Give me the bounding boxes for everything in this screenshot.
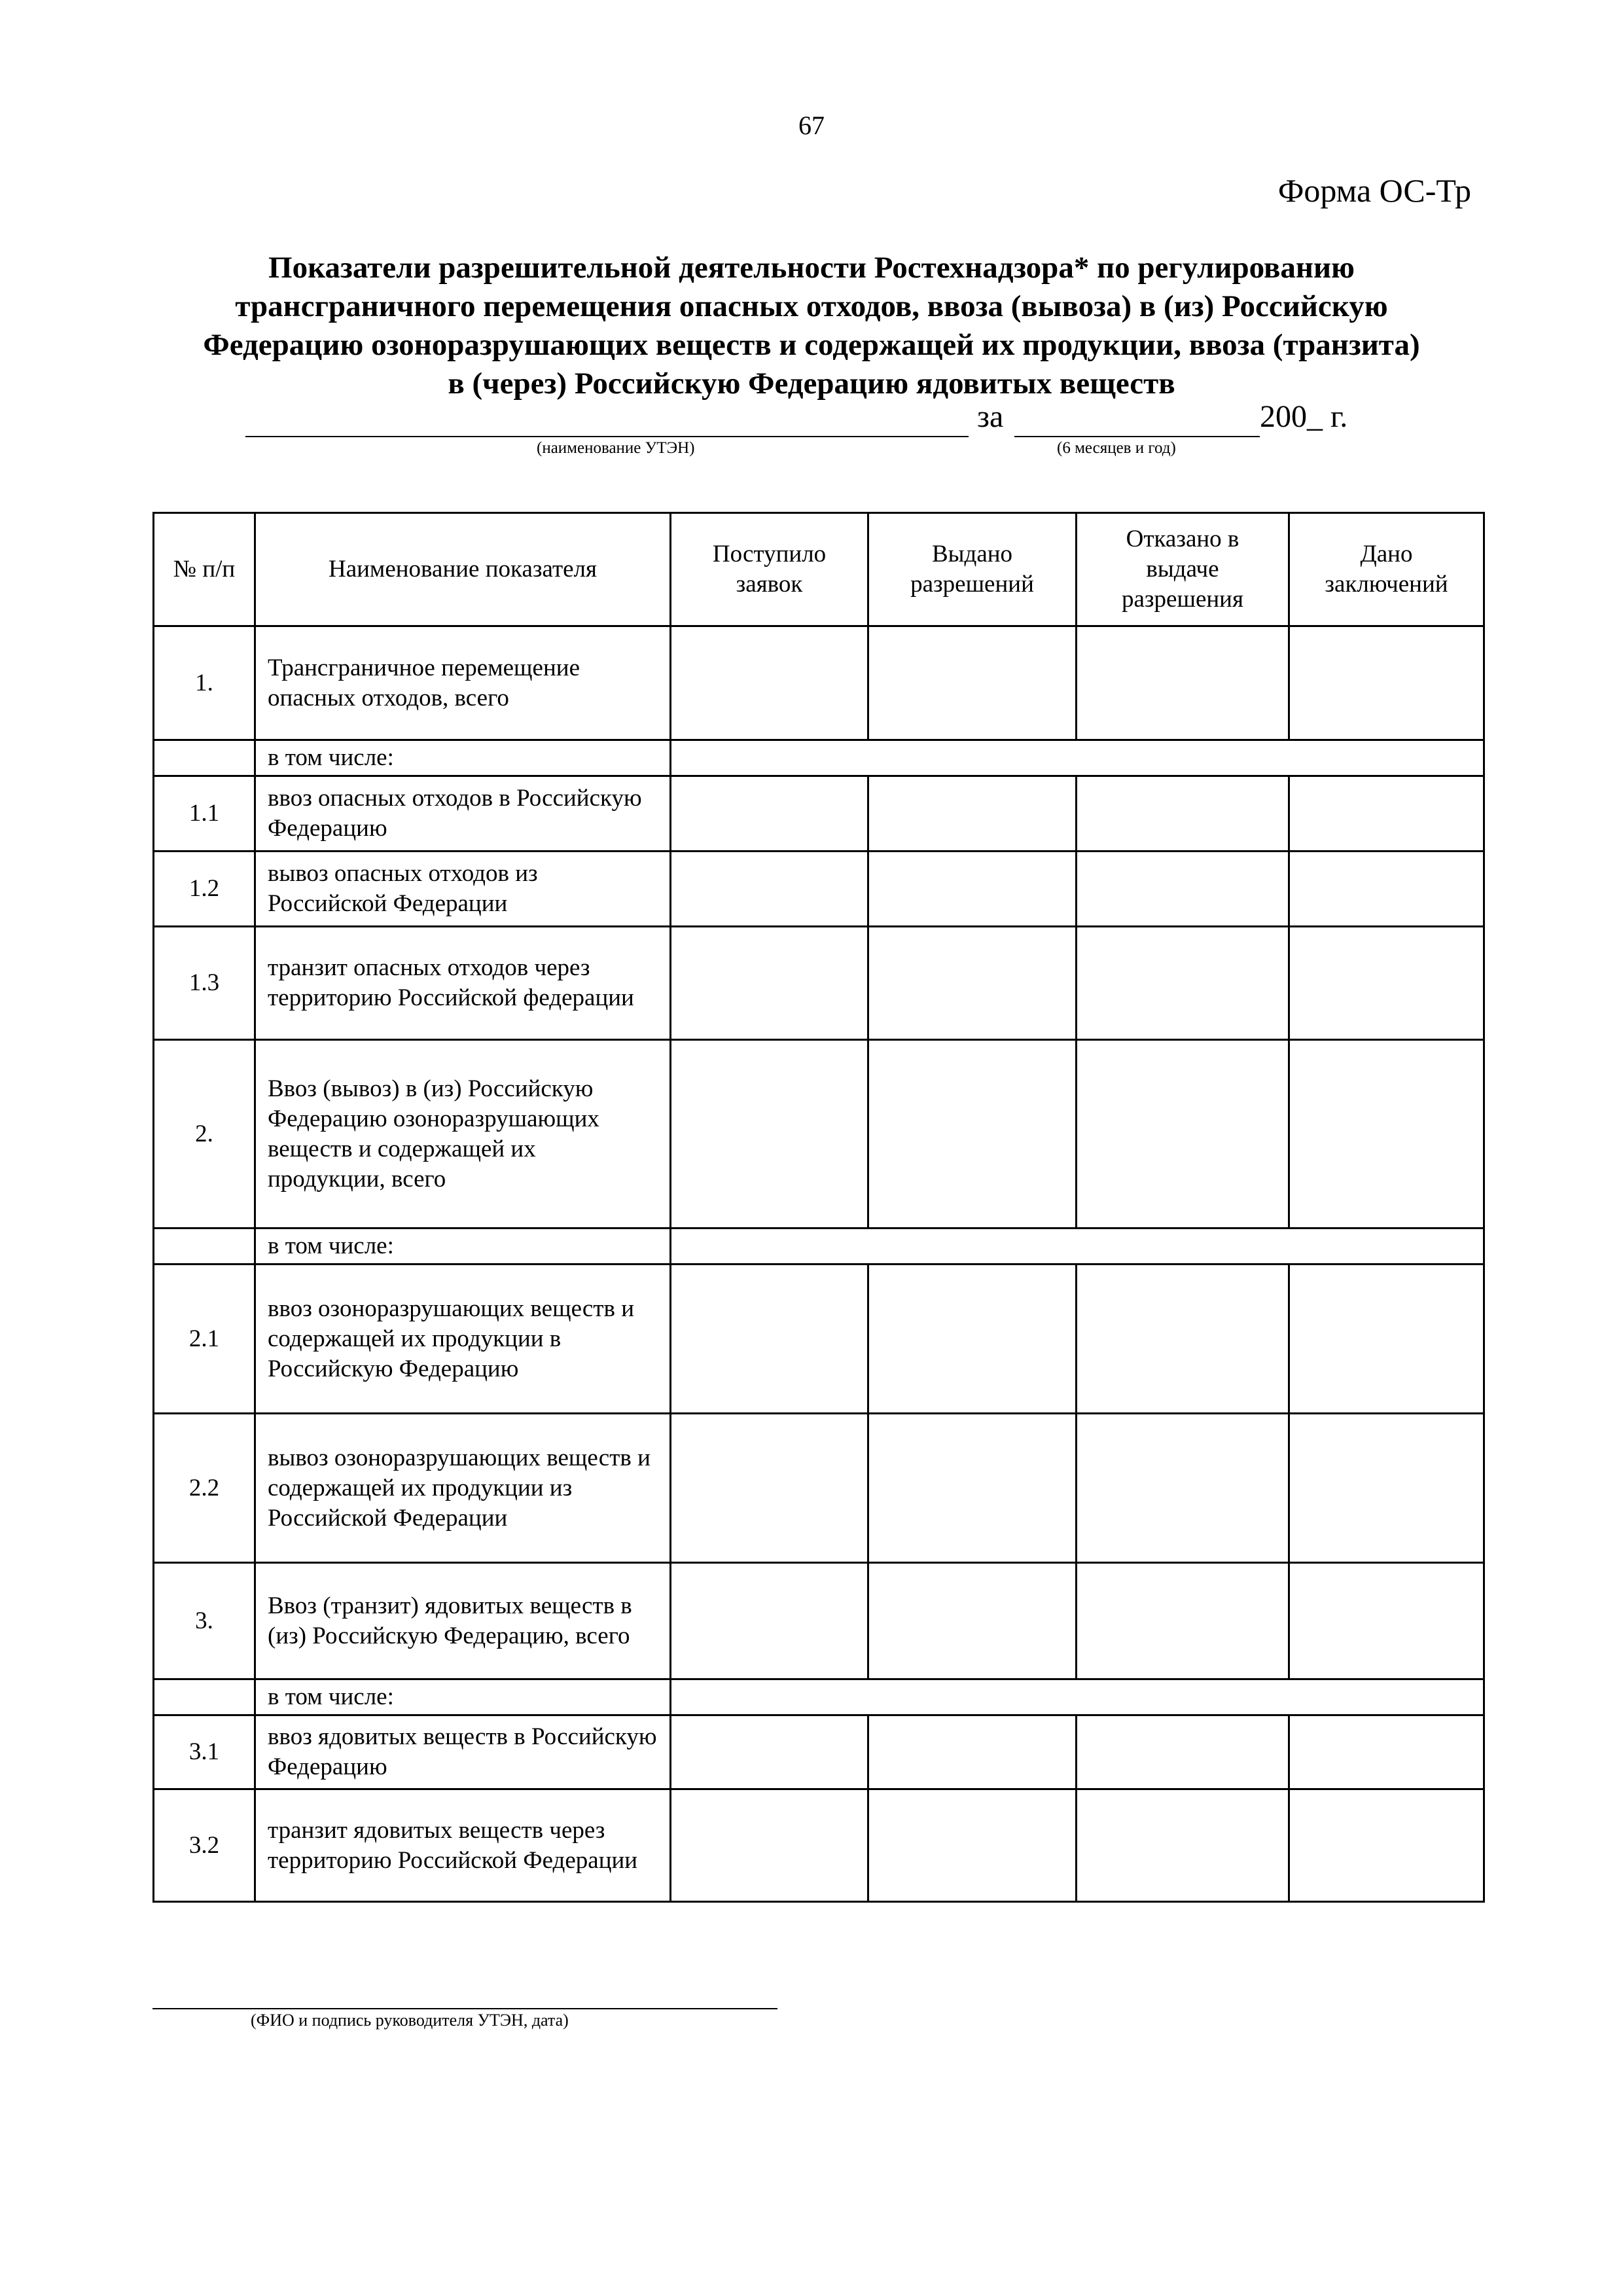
row-number: 3.1 xyxy=(154,1715,255,1789)
row-number xyxy=(154,740,255,776)
row-number: 1.3 xyxy=(154,927,255,1040)
title-line: Федерацию озоноразрушающих веществ и содержащей их продукции, ввоза (транзита) xyxy=(203,328,1420,362)
year-label: 200_ г. xyxy=(1260,399,1348,434)
table-row xyxy=(154,1679,1484,1715)
cell-issued[interactable] xyxy=(868,626,1077,740)
cell-conclusions[interactable] xyxy=(1289,626,1484,740)
cell-merged xyxy=(671,740,1484,776)
cell-conclusions[interactable] xyxy=(1289,1715,1484,1789)
cell-refused[interactable] xyxy=(1077,852,1289,927)
table-header-row xyxy=(154,513,1484,626)
table-row xyxy=(154,1414,1484,1563)
cell-refused[interactable] xyxy=(1077,1040,1289,1229)
row-number: 3.2 xyxy=(154,1789,255,1902)
table-row xyxy=(154,1040,1484,1229)
cell-conclusions[interactable] xyxy=(1289,776,1484,852)
table-row xyxy=(154,927,1484,1040)
cell-received[interactable] xyxy=(671,1563,868,1679)
signature-blank[interactable] xyxy=(152,2008,777,2009)
row-number xyxy=(154,1679,255,1715)
cell-received[interactable] xyxy=(671,927,868,1040)
cell-conclusions[interactable] xyxy=(1289,1563,1484,1679)
table-row xyxy=(154,626,1484,740)
period-za-label: за xyxy=(977,399,1004,434)
row-indicator: вывоз озоноразрушающих веществ и содержащей их продукции из Российской Федерации xyxy=(255,1414,671,1563)
cell-received[interactable] xyxy=(671,626,868,740)
cell-issued[interactable] xyxy=(868,1715,1077,1789)
cell-merged xyxy=(671,1679,1484,1715)
cell-conclusions[interactable] xyxy=(1289,1414,1484,1563)
cell-received[interactable] xyxy=(671,852,868,927)
cell-received[interactable] xyxy=(671,776,868,852)
cell-issued[interactable] xyxy=(868,776,1077,852)
cell-issued[interactable] xyxy=(868,1040,1077,1229)
title-line: Показатели разрешительной деятельности Ростехнадзора* по регулированию xyxy=(268,251,1355,285)
header-applications-received: Поступило заявок xyxy=(671,513,868,626)
row-number: 2.1 xyxy=(154,1265,255,1414)
table-row xyxy=(154,1265,1484,1414)
signature-block xyxy=(152,2008,781,2047)
document-title xyxy=(144,249,1479,403)
row-indicator: Трансграничное перемещение опасных отходов, всего xyxy=(255,626,671,740)
title-line: трансграничного перемещения опасных отходов, ввоза (вывоза) в (из) Российскую xyxy=(235,289,1388,323)
cell-refused[interactable] xyxy=(1077,1715,1289,1789)
row-indicator: Ввоз (вывоз) в (из) Российскую Федерацию озоноразрушающих веществ и содержащей их продукции, всего xyxy=(255,1040,671,1229)
table-row xyxy=(154,1789,1484,1902)
row-indicator: в том числе: xyxy=(255,740,671,776)
signature-caption: (ФИО и подпись руководителя УТЭН, дата) xyxy=(251,2011,569,2030)
row-number: 1.2 xyxy=(154,852,255,927)
cell-received[interactable] xyxy=(671,1414,868,1563)
period-blank[interactable] xyxy=(1014,436,1260,437)
cell-issued[interactable] xyxy=(868,1265,1077,1414)
row-number: 2.2 xyxy=(154,1414,255,1563)
page-number: 67 xyxy=(798,111,825,140)
table-row xyxy=(154,1563,1484,1679)
header-number: № п/п xyxy=(154,513,255,626)
reporting-period-line xyxy=(245,399,1371,461)
cell-refused[interactable] xyxy=(1077,1414,1289,1563)
row-indicator: вывоз опасных отходов из Российской Федерации xyxy=(255,852,671,927)
cell-issued[interactable] xyxy=(868,1789,1077,1902)
header-permits-issued: Выдано разрешений xyxy=(868,513,1077,626)
form-code: Форма ОС-Тр xyxy=(1277,172,1471,209)
row-indicator: в том числе: xyxy=(255,1679,671,1715)
header-conclusions-given: Дано заключений xyxy=(1289,513,1484,626)
row-indicator: транзит опасных отходов через территорию Российской федерации xyxy=(255,927,671,1040)
row-indicator: транзит ядовитых веществ через территорию Российской Федерации xyxy=(255,1789,671,1902)
cell-conclusions[interactable] xyxy=(1289,852,1484,927)
row-indicator: в том числе: xyxy=(255,1229,671,1265)
title-line: в (через) Российскую Федерацию ядовитых веществ xyxy=(448,367,1175,401)
period-caption: (6 месяцев и год) xyxy=(1057,439,1176,457)
cell-conclusions[interactable] xyxy=(1289,927,1484,1040)
cell-refused[interactable] xyxy=(1077,626,1289,740)
row-indicator: ввоз озоноразрушающих веществ и содержащей их продукции в Российскую Федерацию xyxy=(255,1265,671,1414)
table-row xyxy=(154,1229,1484,1265)
header-permits-refused: Отказано в выдаче разрешения xyxy=(1077,513,1289,626)
table-row xyxy=(154,776,1484,852)
row-indicator: ввоз ядовитых веществ в Российскую Федерацию xyxy=(255,1715,671,1789)
cell-refused[interactable] xyxy=(1077,776,1289,852)
cell-refused[interactable] xyxy=(1077,927,1289,1040)
row-indicator: Ввоз (транзит) ядовитых веществ в (из) Российскую Федерацию, всего xyxy=(255,1563,671,1679)
table-row xyxy=(154,1715,1484,1789)
row-number: 1.1 xyxy=(154,776,255,852)
row-indicator: ввоз опасных отходов в Российскую Федерацию xyxy=(255,776,671,852)
cell-issued[interactable] xyxy=(868,1414,1077,1563)
cell-issued[interactable] xyxy=(868,852,1077,927)
row-number xyxy=(154,1229,255,1265)
cell-refused[interactable] xyxy=(1077,1563,1289,1679)
cell-received[interactable] xyxy=(671,1789,868,1902)
cell-refused[interactable] xyxy=(1077,1265,1289,1414)
org-name-blank[interactable] xyxy=(245,436,969,437)
cell-issued[interactable] xyxy=(868,1563,1077,1679)
cell-received[interactable] xyxy=(671,1715,868,1789)
cell-refused[interactable] xyxy=(1077,1789,1289,1902)
row-number: 2. xyxy=(154,1040,255,1229)
cell-received[interactable] xyxy=(671,1265,868,1414)
table-row xyxy=(154,740,1484,776)
header-indicator-name: Наименование показателя xyxy=(255,513,671,626)
cell-conclusions[interactable] xyxy=(1289,1789,1484,1902)
row-number: 3. xyxy=(154,1563,255,1679)
org-name-caption: (наименование УТЭН) xyxy=(537,439,695,457)
row-number: 1. xyxy=(154,626,255,740)
cell-issued[interactable] xyxy=(868,927,1077,1040)
cell-merged xyxy=(671,1229,1484,1265)
cell-conclusions[interactable] xyxy=(1289,1040,1484,1229)
cell-conclusions[interactable] xyxy=(1289,1265,1484,1414)
cell-received[interactable] xyxy=(671,1040,868,1229)
report-table xyxy=(152,512,1485,1903)
table-row xyxy=(154,852,1484,927)
